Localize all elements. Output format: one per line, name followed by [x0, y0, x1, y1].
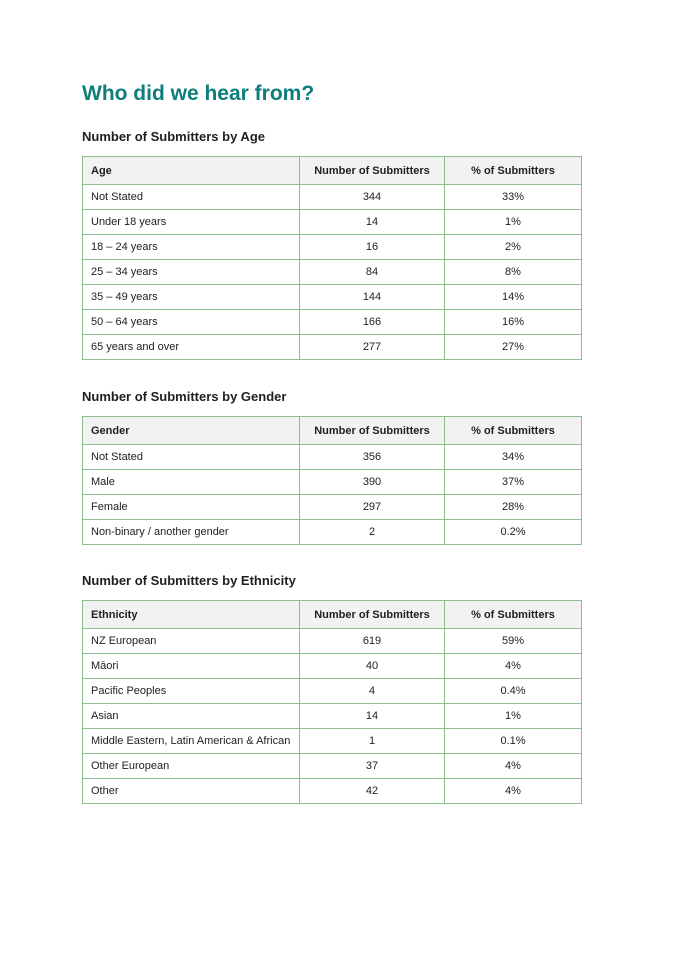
percent-cell: 33%: [445, 185, 582, 210]
count-cell: 356: [300, 445, 445, 470]
table-row: [83, 754, 582, 779]
count-cell: 390: [300, 470, 445, 495]
column-header: % of Submitters: [445, 157, 582, 185]
percent-cell: 37%: [445, 470, 582, 495]
category-cell: Not Stated: [83, 445, 300, 470]
category-cell: Female: [83, 495, 300, 520]
percent-cell: 1%: [445, 704, 582, 729]
count-cell: 4: [300, 679, 445, 704]
table-row: [83, 310, 582, 335]
table-row: [83, 445, 582, 470]
table-row: [83, 185, 582, 210]
percent-cell: 4%: [445, 779, 582, 804]
table-row: [83, 335, 582, 360]
percent-cell: 0.1%: [445, 729, 582, 754]
table-row: [83, 679, 582, 704]
percent-cell: 28%: [445, 495, 582, 520]
category-cell: Asian: [83, 704, 300, 729]
column-header: % of Submitters: [445, 601, 582, 629]
count-cell: 14: [300, 210, 445, 235]
percent-cell: 16%: [445, 310, 582, 335]
gender-table: [82, 416, 582, 545]
table-header-row: [83, 417, 582, 445]
category-cell: 50 – 64 years: [83, 310, 300, 335]
count-cell: 14: [300, 704, 445, 729]
category-cell: Non-binary / another gender: [83, 520, 300, 545]
table-row: [83, 285, 582, 310]
count-cell: 144: [300, 285, 445, 310]
percent-cell: 4%: [445, 754, 582, 779]
table-row: [83, 654, 582, 679]
category-cell: Other European: [83, 754, 300, 779]
column-header: Number of Submitters: [300, 601, 445, 629]
page-title: Who did we hear from?: [82, 82, 315, 105]
category-cell: 18 – 24 years: [83, 235, 300, 260]
age-section-title: Number of Submitters by Age: [82, 129, 265, 144]
category-cell: Pacific Peoples: [83, 679, 300, 704]
column-header: Number of Submitters: [300, 157, 445, 185]
table-row: [83, 470, 582, 495]
table-row: [83, 495, 582, 520]
category-cell: Under 18 years: [83, 210, 300, 235]
percent-cell: 1%: [445, 210, 582, 235]
count-cell: 16: [300, 235, 445, 260]
percent-cell: 34%: [445, 445, 582, 470]
count-cell: 2: [300, 520, 445, 545]
count-cell: 84: [300, 260, 445, 285]
table-row: [83, 210, 582, 235]
category-cell: Māori: [83, 654, 300, 679]
table-row: [83, 520, 582, 545]
table-row: [83, 629, 582, 654]
count-cell: 277: [300, 335, 445, 360]
column-header: Number of Submitters: [300, 417, 445, 445]
count-cell: 1: [300, 729, 445, 754]
percent-cell: 0.2%: [445, 520, 582, 545]
category-cell: 25 – 34 years: [83, 260, 300, 285]
ethnicity-section-title: Number of Submitters by Ethnicity: [82, 573, 296, 588]
column-header: Gender: [83, 417, 300, 445]
count-cell: 166: [300, 310, 445, 335]
category-cell: NZ European: [83, 629, 300, 654]
column-header: Age: [83, 157, 300, 185]
percent-cell: 59%: [445, 629, 582, 654]
table-header-row: [83, 601, 582, 629]
table-row: [83, 235, 582, 260]
age-table: [82, 156, 582, 360]
percent-cell: 0.4%: [445, 679, 582, 704]
column-header: Ethnicity: [83, 601, 300, 629]
category-cell: Male: [83, 470, 300, 495]
count-cell: 42: [300, 779, 445, 804]
table-row: [83, 729, 582, 754]
count-cell: 297: [300, 495, 445, 520]
count-cell: 37: [300, 754, 445, 779]
percent-cell: 27%: [445, 335, 582, 360]
count-cell: 344: [300, 185, 445, 210]
table-header-row: [83, 157, 582, 185]
percent-cell: 2%: [445, 235, 582, 260]
category-cell: 65 years and over: [83, 335, 300, 360]
category-cell: Middle Eastern, Latin American & African: [83, 729, 300, 754]
table-row: [83, 779, 582, 804]
table-row: [83, 704, 582, 729]
table-row: [83, 260, 582, 285]
percent-cell: 8%: [445, 260, 582, 285]
ethnicity-table: [82, 600, 582, 804]
count-cell: 40: [300, 654, 445, 679]
percent-cell: 4%: [445, 654, 582, 679]
category-cell: 35 – 49 years: [83, 285, 300, 310]
percent-cell: 14%: [445, 285, 582, 310]
category-cell: Not Stated: [83, 185, 300, 210]
gender-section-title: Number of Submitters by Gender: [82, 389, 287, 404]
column-header: % of Submitters: [445, 417, 582, 445]
category-cell: Other: [83, 779, 300, 804]
count-cell: 619: [300, 629, 445, 654]
